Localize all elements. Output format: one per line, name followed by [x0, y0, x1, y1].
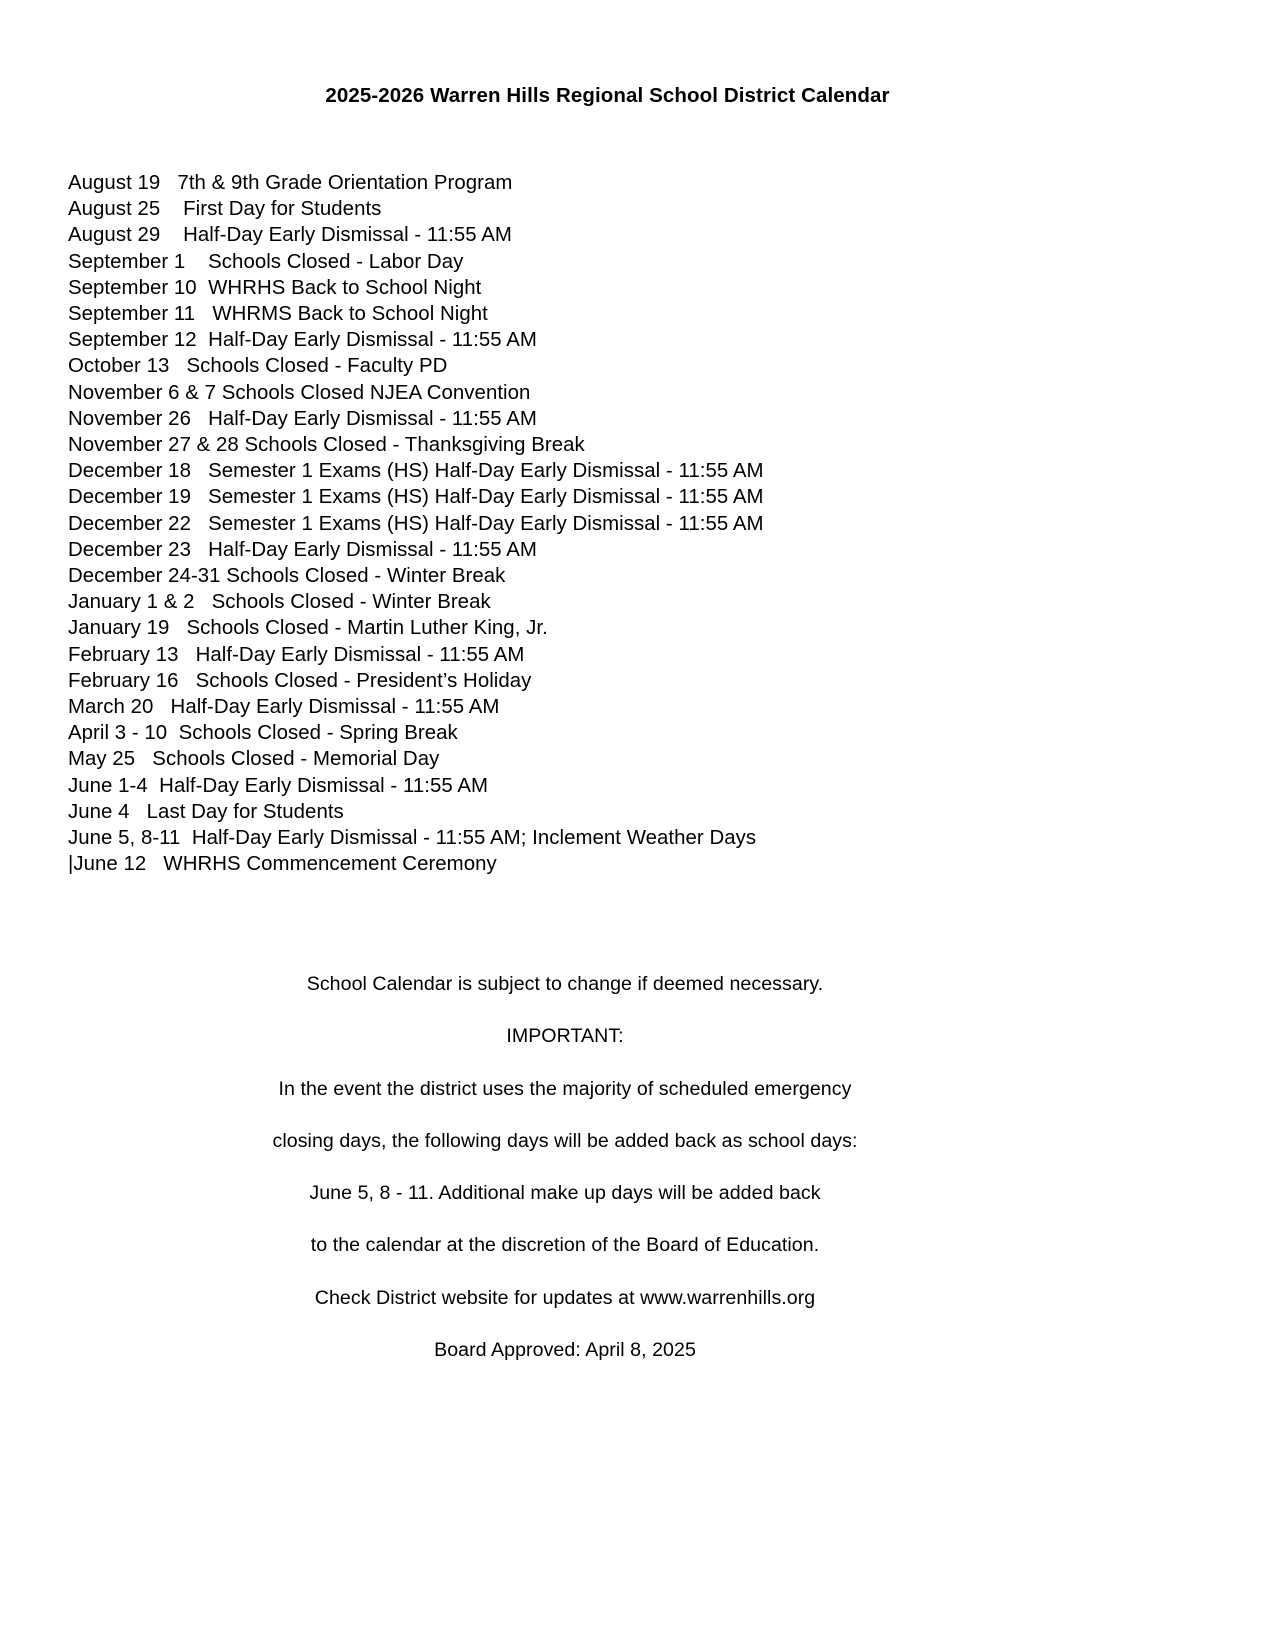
footer-note: IMPORTANT: — [506, 1025, 624, 1048]
calendar-entry: November 26 Half-Day Early Dismissal - 11:55 AM — [68, 407, 537, 430]
calendar-entry: February 16 Schools Closed - President’s Holiday — [68, 669, 532, 692]
calendar-entry: April 3 - 10 Schools Closed - Spring Break — [68, 722, 458, 745]
footer-note: closing days, the following days will be added back as school days: — [272, 1129, 858, 1152]
footer-note: Board Approved: April 8, 2025 — [434, 1339, 696, 1362]
calendar-entry: January 1 & 2 Schools Closed - Winter Break — [68, 591, 491, 614]
calendar-entry: December 22 Semester 1 Exams (HS) Half-Day Early Dismissal - 11:55 AM — [68, 512, 764, 535]
calendar-entry: September 12 Half-Day Early Dismissal - 11:55 AM — [68, 329, 537, 352]
calendar-entry: September 1 Schools Closed - Labor Day — [68, 250, 464, 273]
calendar-entry: August 25 First Day for Students — [68, 198, 382, 221]
calendar-entry: June 5, 8-11 Half-Day Early Dismissal - 11:55 AM; Inclement Weather Days — [68, 827, 757, 850]
calendar-entry: February 13 Half-Day Early Dismissal - 11:55 AM — [68, 643, 525, 666]
calendar-entry: August 19 7th & 9th Grade Orientation Program — [68, 172, 513, 194]
calendar-entry: December 19 Semester 1 Exams (HS) Half-Day Early Dismissal - 11:55 AM — [68, 486, 764, 509]
calendar-entry: June 1-4 Half-Day Early Dismissal - 11:55 AM — [68, 774, 489, 797]
footer-note: In the event the district uses the majority of scheduled emergency — [278, 1077, 852, 1100]
calendar-entry: January 19 Schools Closed - Martin Luther King, Jr. — [68, 617, 548, 640]
calendar-entry: |June 12 WHRHS Commencement Ceremony — [68, 853, 497, 876]
calendar-entry: December 23 Half-Day Early Dismissal - 11:55 AM — [68, 538, 537, 561]
calendar-entry: December 24-31 Schools Closed - Winter Break — [68, 565, 506, 588]
footer-note: June 5, 8 - 11. Additional make up days will be added back — [309, 1182, 821, 1205]
calendar-entry: September 11 WHRMS Back to School Night — [68, 303, 488, 326]
calendar-entry: August 29 Half-Day Early Dismissal - 11:55 AM — [68, 224, 512, 247]
footer-note: School Calendar is subject to change if deemed necessary. — [306, 973, 824, 995]
page-title: 2025-2026 Warren Hills Regional School District Calendar — [325, 83, 890, 107]
calendar-entry: September 10 WHRHS Back to School Night — [68, 276, 482, 299]
calendar-entry: June 4 Last Day for Students — [68, 800, 344, 823]
calendar-entry: October 13 Schools Closed - Faculty PD — [68, 355, 448, 378]
footer-note: to the calendar at the discretion of the Board of Education. — [310, 1234, 820, 1257]
footer-notes-block — [0, 958, 1130, 1376]
calendar-entry: November 27 & 28 Schools Closed - Thanksgiving Break — [68, 434, 585, 457]
calendar-entry: March 20 Half-Day Early Dismissal - 11:55 AM — [68, 696, 500, 719]
calendar-entry: November 6 & 7 Schools Closed NJEA Convention — [68, 381, 531, 404]
footer-note: Check District website for updates at www.warrenhills.org — [314, 1286, 816, 1309]
calendar-entry-list — [68, 170, 1168, 877]
calendar-entry: May 25 Schools Closed - Memorial Day — [68, 748, 440, 771]
calendar-entry: December 18 Semester 1 Exams (HS) Half-Day Early Dismissal - 11:55 AM — [68, 460, 764, 483]
